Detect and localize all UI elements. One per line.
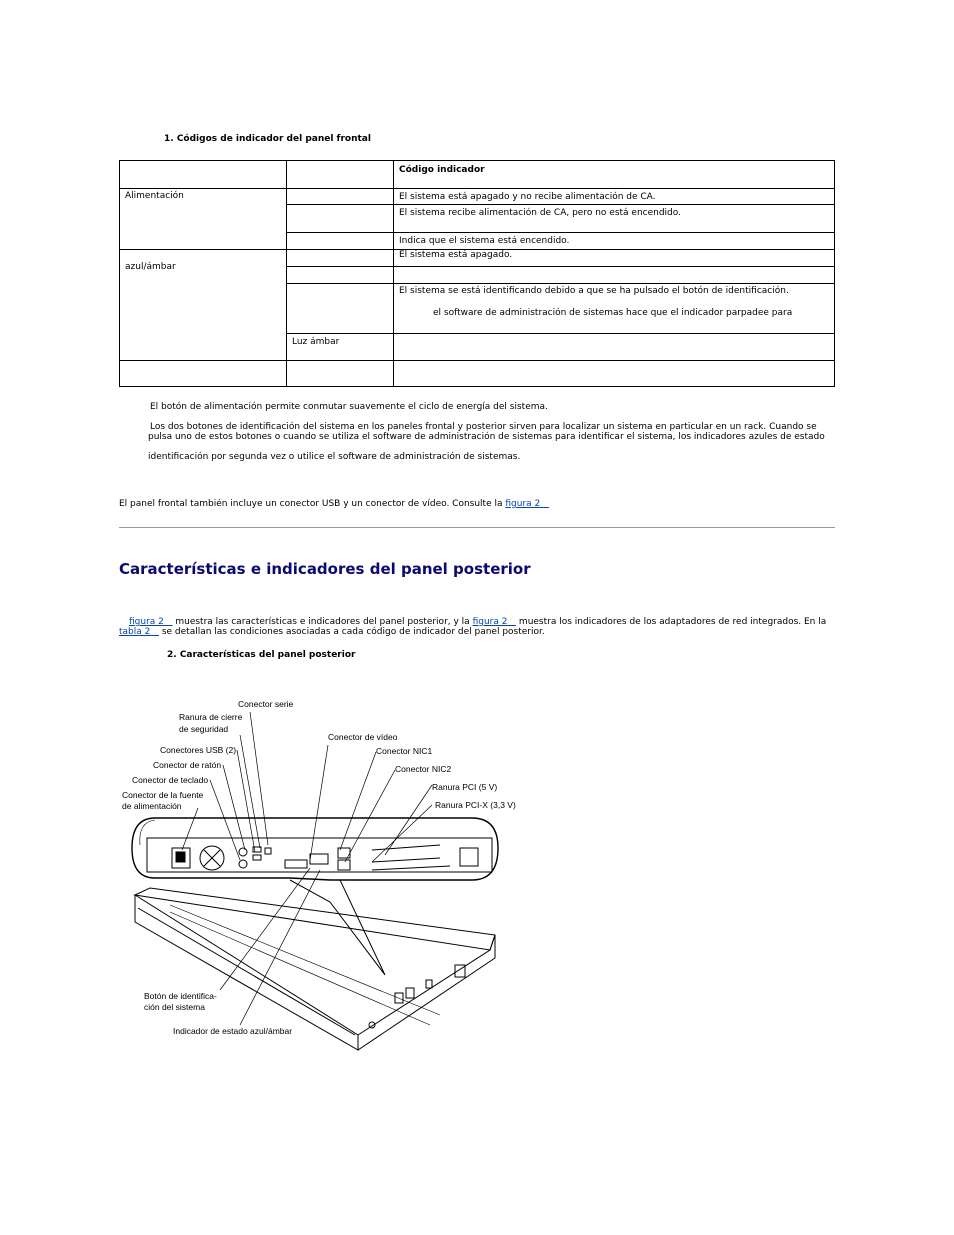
label-pcix: Ranura PCI-X (3,3 V)	[435, 800, 516, 810]
table-header: Código indicador	[394, 161, 835, 189]
label-indicador: Indicador de estado azul/ámbar	[173, 1026, 293, 1036]
note-text: Los dos botones de identificación del sistema en los paneles frontal y posterior sirven para localizar un sistema en particular en un rack. Cuando se	[150, 422, 817, 432]
label-fuente-2: de alimentación	[122, 801, 182, 811]
divider	[119, 527, 835, 528]
paragraph-text: se detallan las condiciones asociadas a cada código de indicador del panel posterior.	[161, 627, 545, 637]
label-ranura-cierre-2: de seguridad	[179, 724, 229, 734]
indicator-table	[119, 160, 835, 387]
label-video: Conector de vídeo	[328, 732, 398, 742]
table-cell: Alimentación	[120, 189, 287, 250]
frontal-paragraph	[119, 498, 549, 510]
table-cell	[394, 266, 835, 283]
table-text: El sistema se está identificando debido a que se ha pulsado el botón de identificación.	[399, 286, 789, 297]
table-link[interactable]: tabla 2	[119, 627, 151, 637]
table-cell	[287, 360, 394, 386]
figure-link[interactable]: figura 2	[505, 499, 541, 509]
table-caption: 1. Códigos de indicador del panel frontal	[164, 134, 371, 144]
section-paragraph	[119, 626, 545, 638]
table-cell	[394, 334, 835, 360]
table-cell	[287, 205, 394, 232]
table-cell: azul/ámbar	[120, 249, 287, 360]
rear-panel-figure	[110, 690, 530, 1060]
paragraph-text: El panel frontal también incluye un conector USB y un conector de vídeo. Consulte la	[119, 499, 503, 509]
label-conector-serie: Conector serie	[238, 699, 294, 709]
table-cell: Indica que el sistema está encendido.	[394, 232, 835, 249]
table-cell: El sistema está apagado.	[394, 249, 835, 266]
table-cell	[120, 360, 287, 386]
table-cell: El sistema recibe alimentación de CA, pero no está encendido.	[394, 205, 835, 232]
figure-link[interactable]: figura 2	[129, 617, 164, 627]
table-cell	[394, 284, 835, 334]
table-cell	[287, 284, 394, 334]
figure-link[interactable]: figura 2	[472, 617, 508, 627]
table-cell: El sistema está apagado y no recibe alimentación de CA.	[394, 189, 835, 205]
label-boton: Botón de identifica-	[144, 991, 217, 1001]
label-boton-2: ción del sistema	[144, 1002, 205, 1012]
label-pci: Ranura PCI (5 V)	[432, 782, 498, 792]
table-cell	[287, 189, 394, 205]
table-cell	[287, 266, 394, 283]
label-raton: Conector de ratón	[153, 760, 222, 770]
label-nic1: Conector NIC1	[376, 746, 433, 756]
section-title: Características e indicadores del panel posterior	[119, 560, 531, 578]
table-text: el software de administración de sistemas hace que el indicador parpadee para	[433, 308, 793, 319]
label-nic2: Conector NIC2	[395, 764, 452, 774]
table-cell	[120, 161, 287, 189]
paragraph-text: muestra los indicadores de los adaptadores de red integrados. En la	[518, 617, 827, 627]
table-cell	[287, 232, 394, 249]
paragraph-text: muestra las características e indicadores del panel posterior, y la	[175, 617, 470, 627]
label-usb: Conectores USB (2)	[160, 745, 237, 755]
note-text: El botón de alimentación permite conmutar suavemente el ciclo de energía del sistema.	[150, 402, 548, 412]
label-teclado: Conector de teclado	[132, 775, 209, 785]
table-cell	[287, 249, 394, 266]
table-cell	[287, 161, 394, 189]
table-cell	[394, 360, 835, 386]
label-ranura-cierre: Ranura de cierre	[179, 712, 243, 722]
label-fuente: Conector de la fuente	[122, 790, 204, 800]
figure-caption: 2. Características del panel posterior	[167, 650, 356, 660]
table-cell: Luz ámbar	[287, 334, 394, 360]
note-text: identificación por segunda vez o utilice el software de administración de sistemas.	[148, 452, 521, 462]
note-text: pulsa uno de estos botones o cuando se utiliza el software de administración de sistemas para identificar el sistema, los indicadores azules de estado	[148, 432, 825, 442]
